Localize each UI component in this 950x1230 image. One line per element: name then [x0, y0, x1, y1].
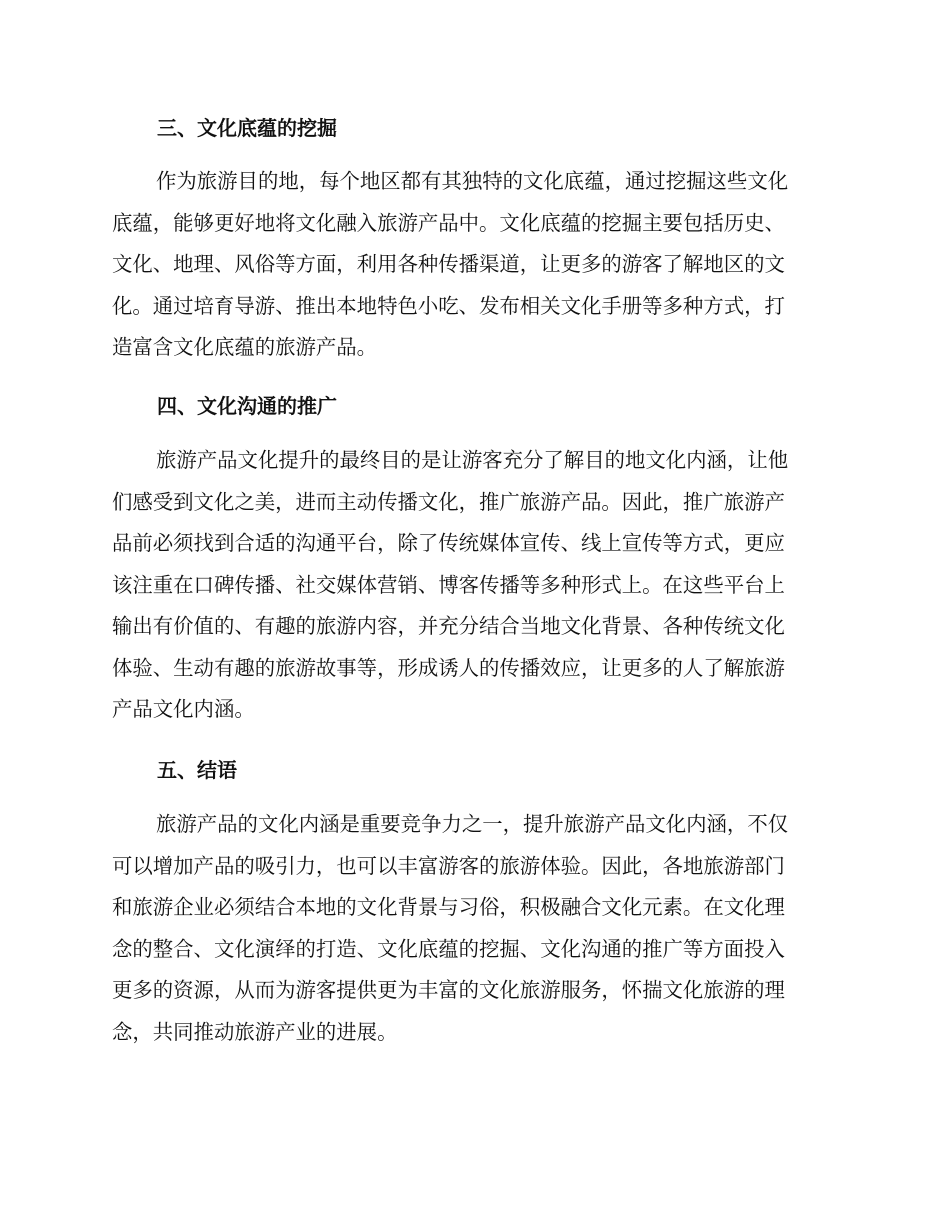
section-heading: 三、文化底蕴的挖掘: [157, 116, 337, 140]
section-paragraph: [112, 161, 832, 369]
paragraph-line: 更多的资源，从而为游客提供更为丰富的文化旅游服务，怀揣文化旅游的理: [112, 978, 785, 1002]
section-paragraph: [112, 440, 832, 731]
paragraph-line: 旅游产品的文化内涵是重要竞争力之一，提升旅游产品文化内涵，不仅: [156, 812, 789, 836]
paragraph-line: 文化、地理、风俗等方面，利用各种传播渠道，让更多的游客了解地区的文: [112, 252, 785, 276]
paragraph-line: 旅游产品文化提升的最终目的是让游客充分了解目的地文化内涵，让他: [156, 448, 789, 472]
section-paragraph: [112, 804, 832, 1053]
paragraph-line: 产品文化内涵。: [112, 697, 255, 721]
paragraph-line: 底蕴，能够更好地将文化融入旅游产品中。文化底蕴的挖掘主要包括历史、: [112, 210, 785, 235]
paragraph-line: 输出有价值的、有趣的旅游内容，并充分结合当地文化背景、各种传统文化: [112, 614, 785, 638]
paragraph-line: 品前必须找到合适的沟通平台，除了传统媒体宣传、线上宣传等方式，更应: [112, 531, 785, 555]
paragraph-line: 和旅游企业必须结合本地的文化背景与习俗，积极融合文化元素。在文化理: [112, 895, 785, 919]
section-heading: 五、结语: [157, 758, 237, 782]
paragraph-line: 念，共同推动旅游产业的进展。: [112, 1019, 398, 1044]
paragraph-line: 们感受到文化之美，进而主动传播文化，推广旅游产品。因此，推广旅游产: [112, 489, 785, 514]
paragraph-line: 化。通过培育导游、推出本地特色小吃、发布相关文化手册等多种方式，打: [112, 293, 785, 318]
paragraph-line: 可以增加产品的吸引力，也可以丰富游客的旅游体验。因此，各地旅游部门: [112, 853, 785, 878]
paragraph-line: 体验、生动有趣的旅游故事等，形成诱人的传播效应，让更多的人了解旅游: [112, 655, 785, 680]
paragraph-line: 该注重在口碑传播、社交媒体营销、博客传播等多种形式上。在这些平台上: [112, 572, 785, 597]
paragraph-line: 念的整合、文化演绎的打造、文化底蕴的挖掘、文化沟通的推广等方面投入: [112, 936, 785, 961]
paragraph-line: 造富含文化底蕴的旅游产品。: [112, 335, 378, 359]
paragraph-line: 作为旅游目的地，每个地区都有其独特的文化底蕴，通过挖掘这些文化: [156, 169, 789, 193]
section-heading: 四、文化沟通的推广: [157, 394, 337, 418]
